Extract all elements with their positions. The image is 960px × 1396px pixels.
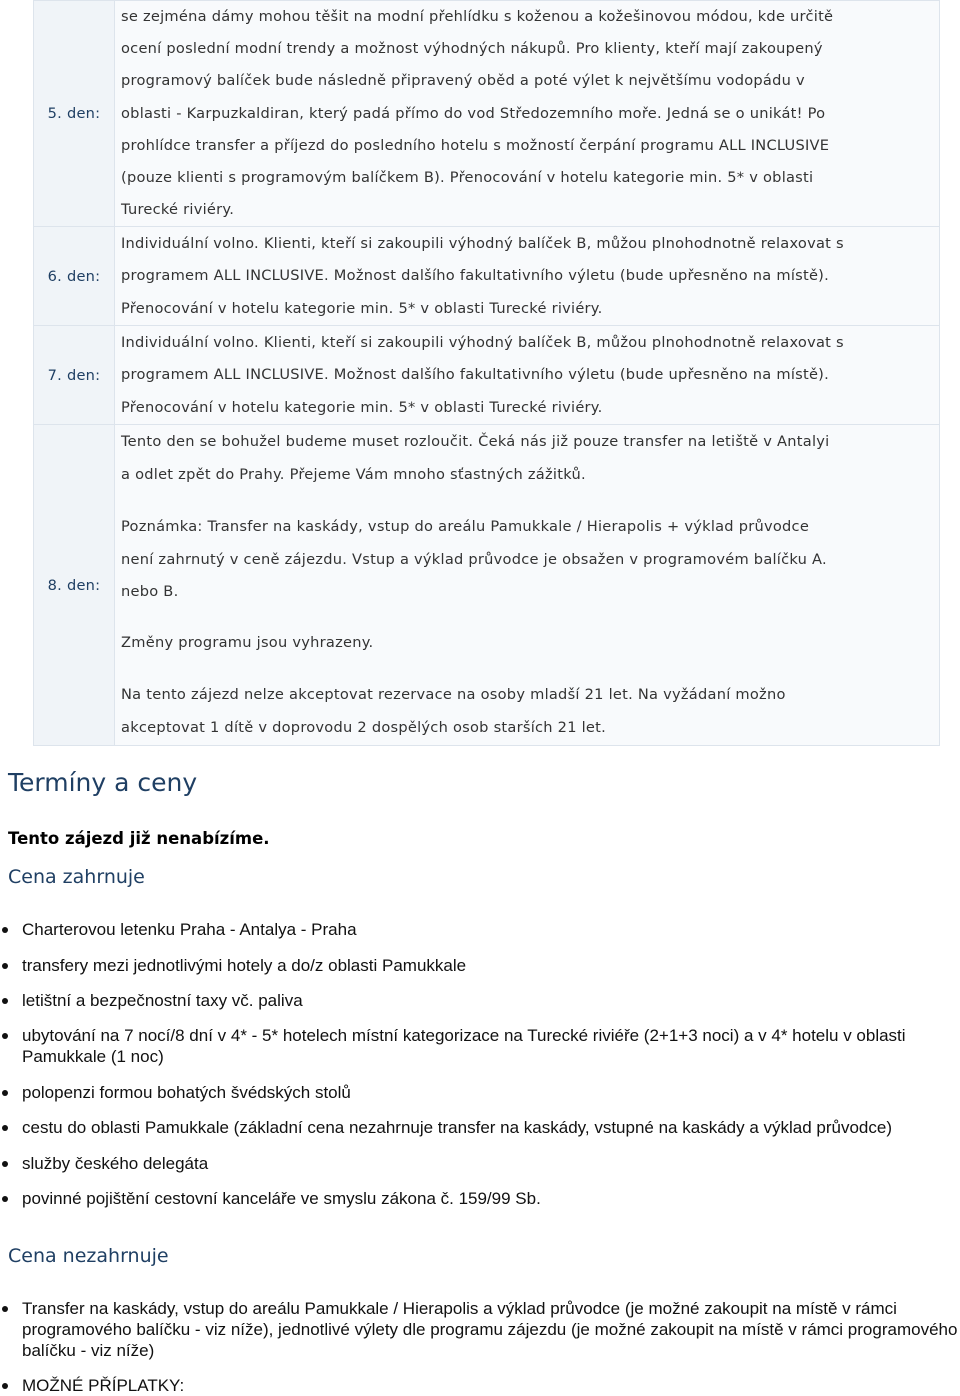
text-line: programový balíček bude následně připravený oběd a poté výlet k největšímu vodopádu v [121,72,805,90]
day-label: 6. den: [34,227,115,326]
day-description [115,1,940,227]
text-line: Tento den se bohužel budeme muset rozloučit. Čeká nás již pouze transfer na letiště v Antalyi [121,433,830,451]
text-line: Turecké riviéry. [121,201,235,219]
text-line: není zahrnutý v ceně zájezdu. Vstup a výklad průvodce je obsažen v programovém balíčku A. [121,550,827,568]
text-line: programem ALL INCLUSIVE. Možnost dalšího fakultativního výletu (bude upřesněno na místě). [121,267,830,285]
text-line: (pouze klienti s programovým balíčkem B). Přenocování v hotelu kategorie min. 5* v oblasti [121,169,814,187]
text-line: Přenocování v hotelu kategorie min. 5* v oblasti Turecké riviéry. [121,299,603,317]
day-label: 5. den: [34,1,115,227]
text-line: Poznámka: Transfer na kaskády, vstup do areálu Pamukkale / Hierapolis + výklad průvodce [121,518,810,536]
list-item: služby českého delegáta [0,1153,960,1174]
day-label: 8. den: [34,425,115,746]
list-item: Charterovou letenku Praha - Antalya - Praha [0,919,960,940]
list-item: letištní a bezpečnostní taxy vč. paliva [0,990,960,1011]
list-item: transfery mezi jednotlivými hotely a do/z oblasti Pamukkale [0,955,960,976]
list-item: ubytování na 7 nocí/8 dní v 4* - 5* hotelech místní kategorizace na Turecké riviéře (2+1+3 noci) a v 4* hotelu v oblasti Pamukkale (1 noc) [0,1025,960,1067]
spacer [121,491,929,511]
itinerary-row-day7 [34,326,940,425]
text-line: Změny programu jsou vyhrazeny. [121,633,374,651]
itinerary-table [33,0,940,746]
included-list [0,919,960,1209]
text-line: ocení poslední modní trendy a možnost výhodných nákupů. Pro klienty, kteří mají zakoupený [121,40,823,58]
itinerary-row-day8 [34,425,940,746]
day-description [115,425,940,746]
text-line: akceptovat 1 dítě v doprovodu 2 dospělých osob starších 21 let. [121,718,607,736]
day-description [115,227,940,326]
list-item: polopenzi formou bohatých švédských stolů [0,1082,960,1103]
included-title: Cena zahrnuje [8,866,145,888]
list-item: povinné pojištění cestovní kanceláře ve smyslu zákona č. 159/99 Sb. [0,1188,960,1209]
spacer [121,609,929,627]
day-description [115,326,940,425]
text-line: Individuální volno. Klienti, kteří si zakoupili výhodný balíček B, můžou plnohodnotně relaxovat s [121,234,844,252]
itinerary-row-day6 [34,227,940,326]
text-line: nebo B. [121,583,179,601]
list-item: MOŽNÉ PŘÍPLATKY: [0,1375,960,1396]
text-line: programem ALL INCLUSIVE. Možnost dalšího fakultativního výletu (bude upřesněno na místě). [121,366,830,384]
day-label: 7. den: [34,326,115,425]
text-line: prohlídce transfer a příjezd do posledního hotelu s možností čerpání programu ALL INCLUSIVE [121,136,830,154]
spacer [121,659,929,679]
text-line: a odlet zpět do Prahy. Přejeme Vám mnoho sťastných zážitků. [121,465,586,483]
itinerary-row-day5 [34,1,940,227]
list-item: cestu do oblasti Pamukkale (základní cena nezahrnuje transfer na kaskády, vstupné na kaskády a výklad průvodce) [0,1117,960,1138]
text-line: Individuální volno. Klienti, kteří si zakoupili výhodný balíček B, můžou plnohodnotně relaxovat s [121,333,844,351]
section-title-terms: Termíny a ceny [8,768,198,797]
text-line: oblasti - Karpuzkaldiran, který padá přímo do vod Středozemního moře. Jedná se o unikát! Po [121,104,826,122]
excluded-title: Cena nezahrnuje [8,1245,169,1267]
text-line: Na tento zájezd nelze akceptovat rezervace na osoby mladší 21 let. Na vyžádaní možno [121,686,786,704]
not-offered-notice: Tento zájezd již nenabízíme. [8,829,270,848]
text-line: se zejména dámy mohou těšit na modní přehlídku s koženou a kožešinovou módou, kde určitě [121,8,834,25]
text-line: Přenocování v hotelu kategorie min. 5* v oblasti Turecké riviéry. [121,398,603,416]
list-item: Transfer na kaskády, vstup do areálu Pamukkale / Hierapolis a výklad průvodce (je možné zakoupit na místě v rámci programového balíčku - viz níže), jednotlivé výlety dle programu zájezdu (je možné zakoupit na místě v rámci programového balíčku - viz níže) [0,1298,960,1361]
excluded-list [0,1298,960,1396]
